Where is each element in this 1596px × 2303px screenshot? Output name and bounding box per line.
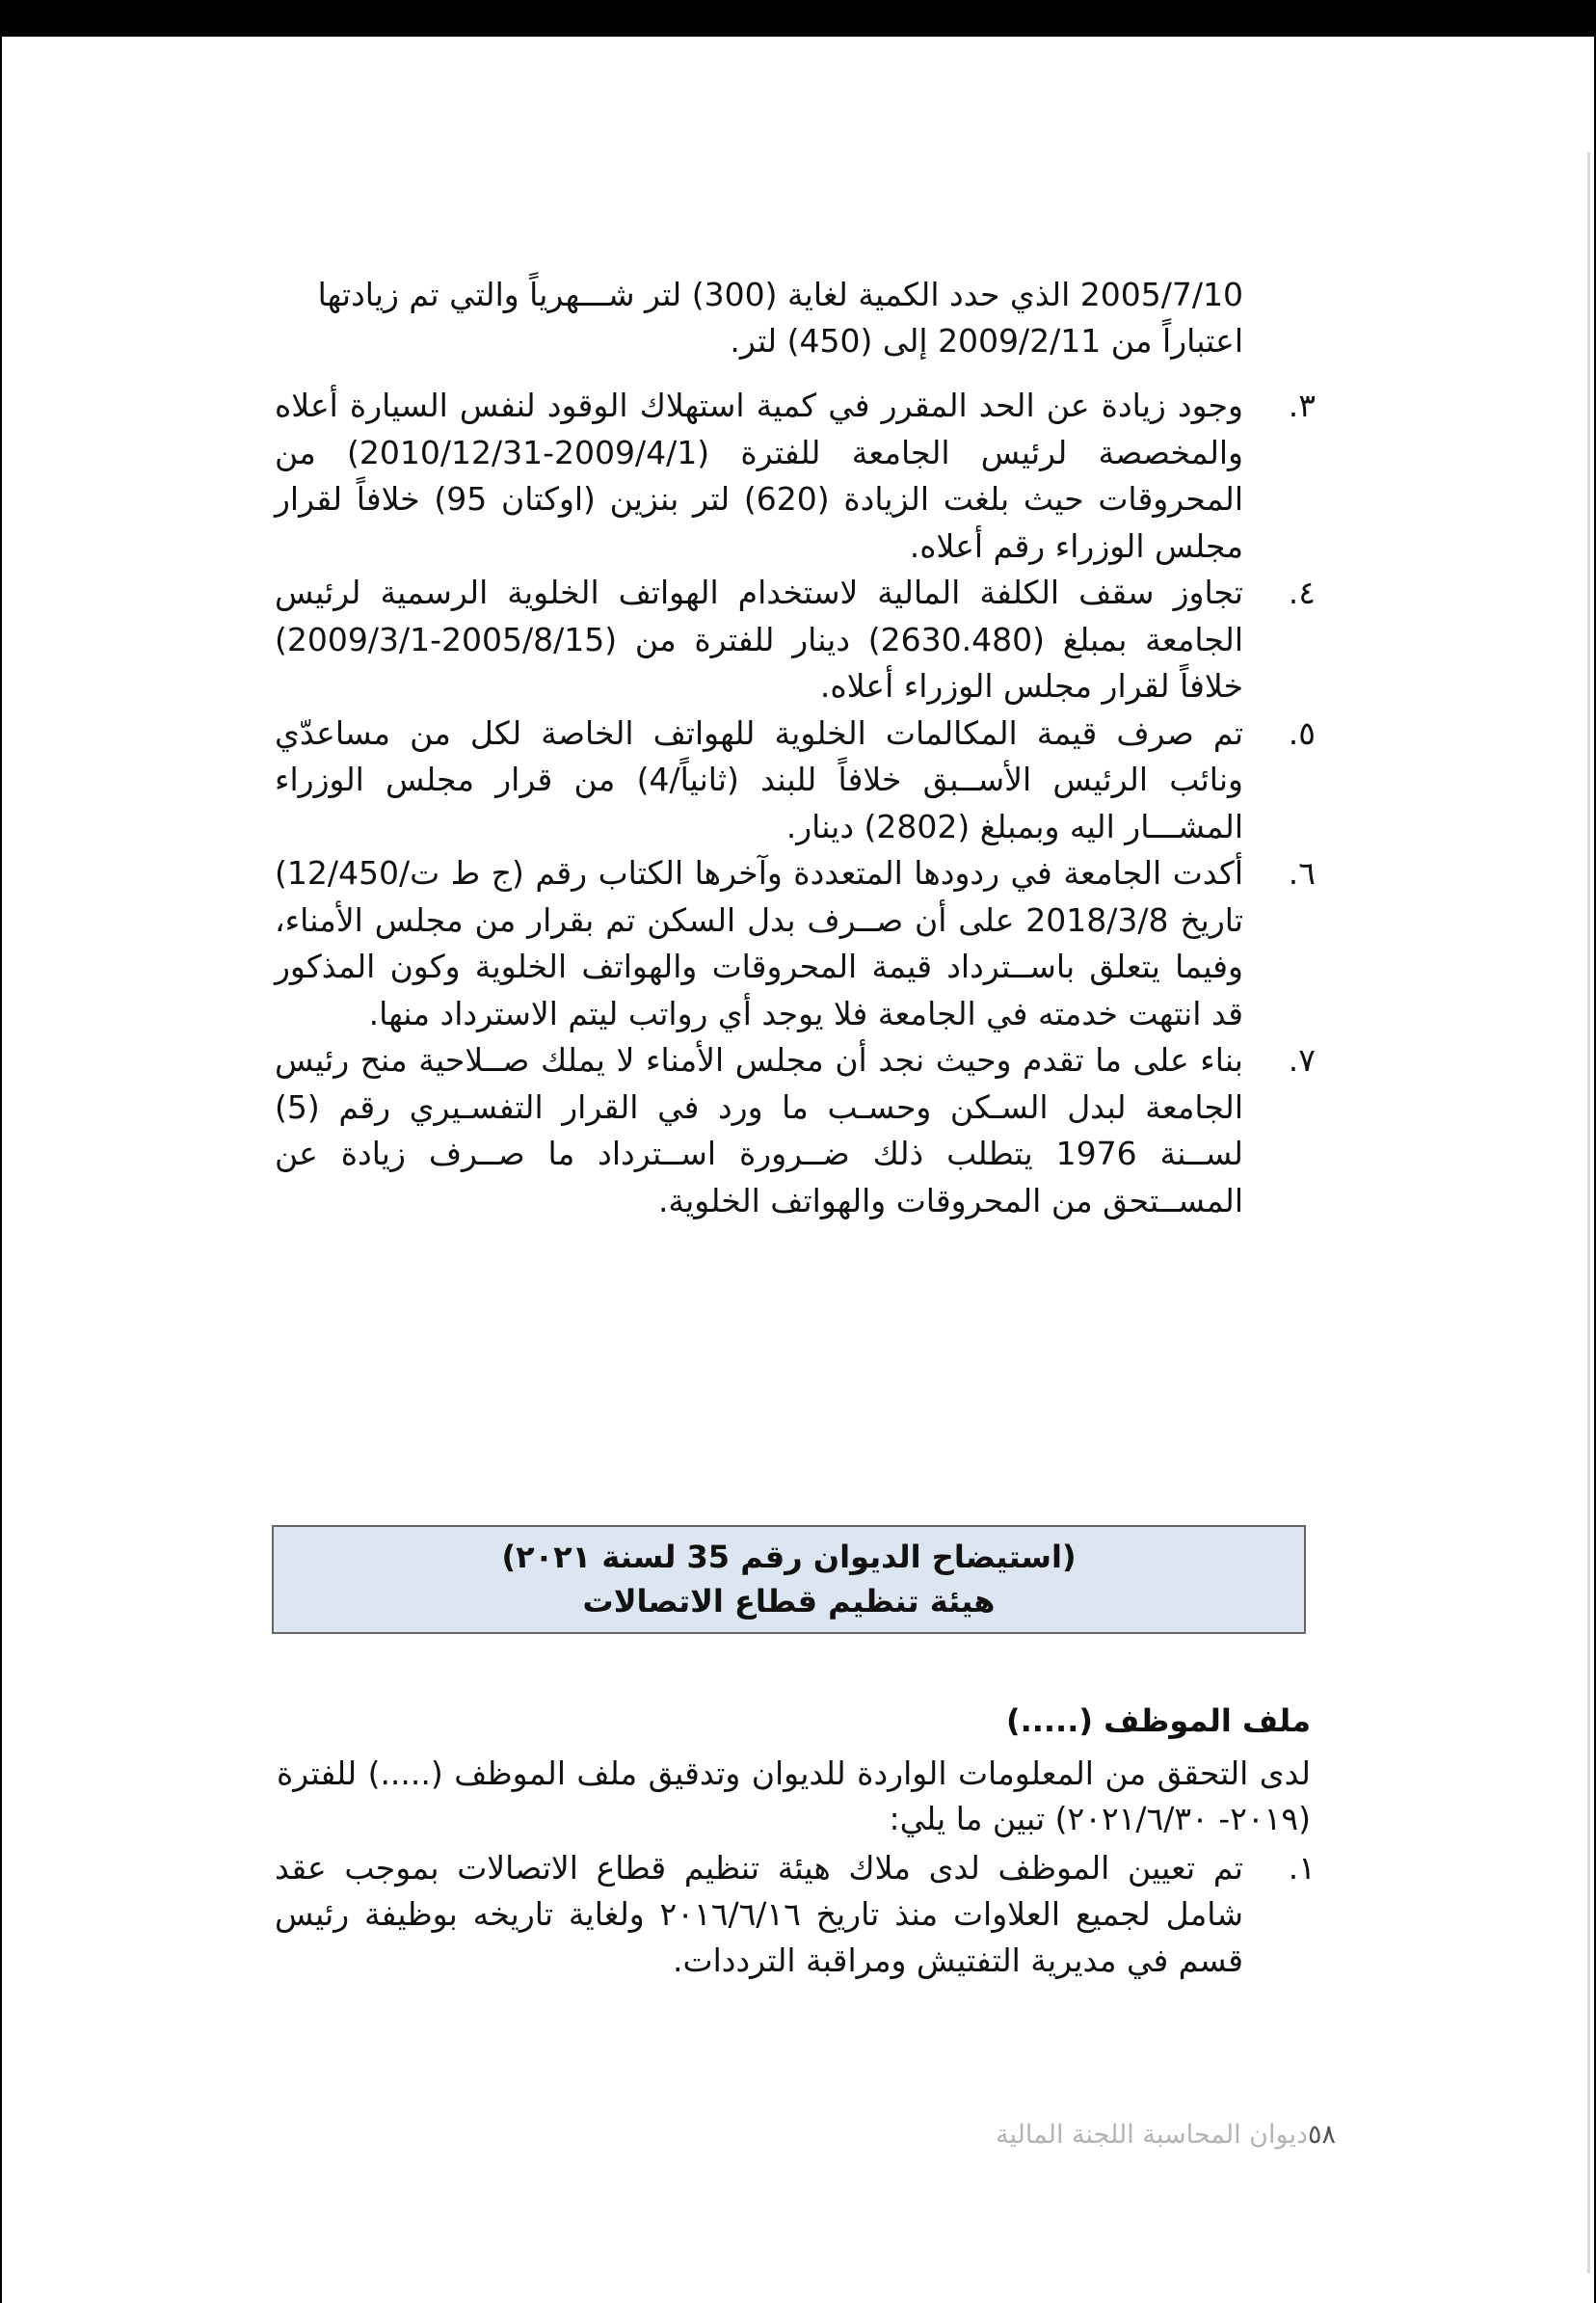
item-text: تم صرف قيمة المكالمات الخلوية للهواتف الخاصة لكل من مساعدّي ونائب الرئيس الأســبق خلافاً للبند (ثانياً/4) من قرار مجلس الوزراء المشـــار اليه وبمبلغ (2802) دينار. [275,713,1243,845]
inquiry-entity: هيئة تنظيم قطاع الاتصالات [582,1583,996,1620]
item-number: ٦. [1288,854,1316,892]
employee-file-intro: لدى التحقق من المعلومات الواردة للديوان وتدقيق ملف الموظف (.....) للفترة (٢٠١٩- ٢٠٢١/٦/٣٠) تبين ما يلي: [277,1754,1311,1837]
item-text: أكدت الجامعة في ردودها المتعددة وآخرها الكتاب رقم (ج ط ت/12/450) تاريخ 2018/3/8 على أن صــرف بدل السكن تم بقرار من مجلس الأمناء، وفيما يتعلق باســترداد قيمة المحروقات والهواتف الخلوية وكون المذكور قد انتهت خدمته في الجامعة فلا يوجد أي رواتب ليتم الاسترداد منها. [275,854,1243,1032]
page-number: ٥٨ [1307,2120,1336,2150]
finding-item-6 [275,850,1316,1037]
item-number: ٥. [1288,713,1316,752]
finding-item-4 [275,570,1316,710]
item-number: ١. [1288,1849,1316,1887]
continuation-line-2: اعتباراً من 2009/2/11 إلى (450) لتر. [730,322,1243,360]
page-footer [996,2120,1336,2150]
item-text: وجود زيادة عن الحد المقرر في كمية استهلاك الوقود لنفس السيارة أعلاه والمخصصة لرئيس الجامعة للفترة (2009/4/1-2010/12/31) من المحروقات حيث بلغت الزيادة (620) لتر بنزين (اوكتان 95) خلافاً لقرار مجلس الوزراء رقم أعلاه. [275,387,1243,565]
findings-list [275,383,1316,1224]
item-number: ٧. [1288,1041,1316,1079]
inquiry-heading-box [272,1525,1306,1634]
scan-edge-line [1587,152,1590,2273]
employee-file-title: ملف الموظف (.....) [1005,1702,1311,1739]
footer-text: ديوان المحاسبة اللجنة المالية [996,2120,1308,2150]
employee-findings-list [275,1845,1316,1984]
item-text: تجاوز سقف الكلفة المالية لاستخدام الهواتف الخلوية الرسمية لرئيس الجامعة بمبلغ (2630.480) دينار للفترة من (2005/8/15-2009/3/1) خلافاً لقرار مجلس الوزراء أعلاه. [275,574,1243,705]
item-text: تم تعيين الموظف لدى ملاك هيئة تنظيم قطاع الاتصالات بموجب عقد شامل لجميع العلاوات منذ تاريخ ٢٠١٦/٦/١٦ ولغاية تاريخه بوظيفة رئيس قسم في مديرية التفتيش ومراقبة الترددات. [275,1849,1243,1979]
finding-item-5 [275,710,1316,851]
inquiry-title: (استيضاح الديوان رقم 35 لسنة ٢٠٢١) [501,1539,1077,1575]
continuation-line-1: 2005/7/10 الذي حدد الكمية لغاية (300) لتر شـــهرياً والتي تم زيادتها [317,276,1243,313]
employee-finding-item-1 [275,1845,1316,1984]
document-page [2,37,1594,2303]
finding-item-7 [275,1037,1316,1224]
finding-item-3 [275,383,1316,570]
item-text: بناء على ما تقدم وحيث نجد أن مجلس الأمناء لا يملك صــلاحية منح رئيس الجامعة لبدل السـكن وحسـب ما ورد في القرار التفسـيري رقم (5) لســنة 1976 يتطلب ذلك ضــرورة اســترداد ما صــرف زيادة عن المســتحق من المحروقات والهواتف الخلوية. [275,1041,1243,1219]
item-number: ٣. [1288,387,1316,424]
item-number: ٤. [1288,574,1316,611]
